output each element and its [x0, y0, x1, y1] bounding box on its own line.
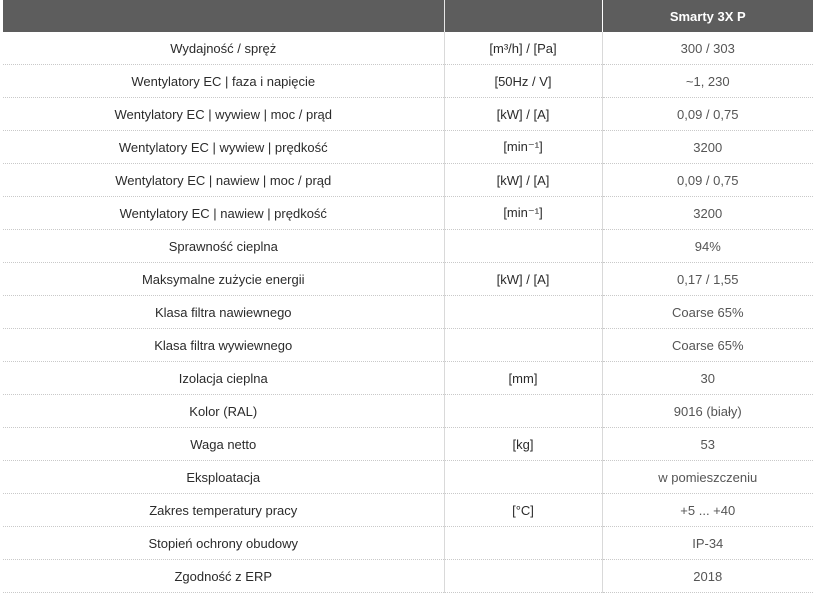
cell-unit	[444, 296, 602, 329]
table-row	[3, 329, 813, 362]
table-row	[3, 32, 813, 65]
header-unit	[444, 0, 602, 32]
cell-value: 30	[602, 362, 813, 395]
cell-unit: [kg]	[444, 428, 602, 461]
cell-value: 94%	[602, 230, 813, 263]
spec-table-body	[3, 32, 813, 593]
cell-value: 3200	[602, 197, 813, 230]
table-row	[3, 395, 813, 428]
cell-value: +5 ... +40	[602, 494, 813, 527]
cell-param: Wentylatory EC | nawiew | moc / prąd	[3, 164, 444, 197]
spec-table-header	[3, 0, 813, 32]
table-row	[3, 527, 813, 560]
cell-param: Klasa filtra nawiewnego	[3, 296, 444, 329]
cell-param: Klasa filtra wywiewnego	[3, 329, 444, 362]
cell-param: Eksploatacja	[3, 461, 444, 494]
cell-param: Wentylatory EC | wywiew | prędkość	[3, 131, 444, 164]
table-row	[3, 461, 813, 494]
cell-unit: [min⁻¹]	[444, 197, 602, 230]
cell-value: Coarse 65%	[602, 329, 813, 362]
cell-param: Zgodność z ERP	[3, 560, 444, 593]
spec-table	[3, 0, 813, 593]
cell-value: ~1, 230	[602, 65, 813, 98]
cell-value: 3200	[602, 131, 813, 164]
table-row	[3, 197, 813, 230]
cell-param: Stopień ochrony obudowy	[3, 527, 444, 560]
cell-unit: [min⁻¹]	[444, 131, 602, 164]
cell-value: 0,09 / 0,75	[602, 164, 813, 197]
cell-unit	[444, 230, 602, 263]
table-row	[3, 494, 813, 527]
cell-param: Wydajność / spręż	[3, 32, 444, 65]
cell-unit	[444, 329, 602, 362]
cell-value: 9016 (biały)	[602, 395, 813, 428]
cell-value: 0,17 / 1,55	[602, 263, 813, 296]
cell-param: Waga netto	[3, 428, 444, 461]
table-row	[3, 98, 813, 131]
cell-unit: [kW] / [A]	[444, 164, 602, 197]
cell-param: Wentylatory EC | wywiew | moc / prąd	[3, 98, 444, 131]
table-row	[3, 230, 813, 263]
cell-value: 0,09 / 0,75	[602, 98, 813, 131]
cell-unit	[444, 461, 602, 494]
cell-param: Wentylatory EC | faza i napięcie	[3, 65, 444, 98]
table-row	[3, 263, 813, 296]
cell-param: Wentylatory EC | nawiew | prędkość	[3, 197, 444, 230]
cell-value: Coarse 65%	[602, 296, 813, 329]
cell-unit	[444, 527, 602, 560]
cell-param: Zakres temperatury pracy	[3, 494, 444, 527]
header-param	[3, 0, 444, 32]
cell-param: Maksymalne zużycie energii	[3, 263, 444, 296]
cell-value: 300 / 303	[602, 32, 813, 65]
table-row	[3, 428, 813, 461]
cell-unit: [mm]	[444, 362, 602, 395]
cell-unit: [50Hz / V]	[444, 65, 602, 98]
cell-value: 2018	[602, 560, 813, 593]
cell-value: w pomieszczeniu	[602, 461, 813, 494]
table-row	[3, 296, 813, 329]
header-model-name: Smarty 3X P	[602, 0, 813, 32]
table-row	[3, 362, 813, 395]
cell-param: Kolor (RAL)	[3, 395, 444, 428]
cell-value: IP-34	[602, 527, 813, 560]
cell-unit	[444, 395, 602, 428]
cell-param: Sprawność cieplna	[3, 230, 444, 263]
cell-unit: [kW] / [A]	[444, 98, 602, 131]
cell-unit: [m³/h] / [Pa]	[444, 32, 602, 65]
table-row	[3, 131, 813, 164]
cell-unit: [kW] / [A]	[444, 263, 602, 296]
cell-value: 53	[602, 428, 813, 461]
table-row	[3, 560, 813, 593]
cell-unit: [°C]	[444, 494, 602, 527]
cell-param: Izolacja cieplna	[3, 362, 444, 395]
table-row	[3, 164, 813, 197]
table-row	[3, 65, 813, 98]
cell-unit	[444, 560, 602, 593]
header-row	[3, 0, 813, 32]
